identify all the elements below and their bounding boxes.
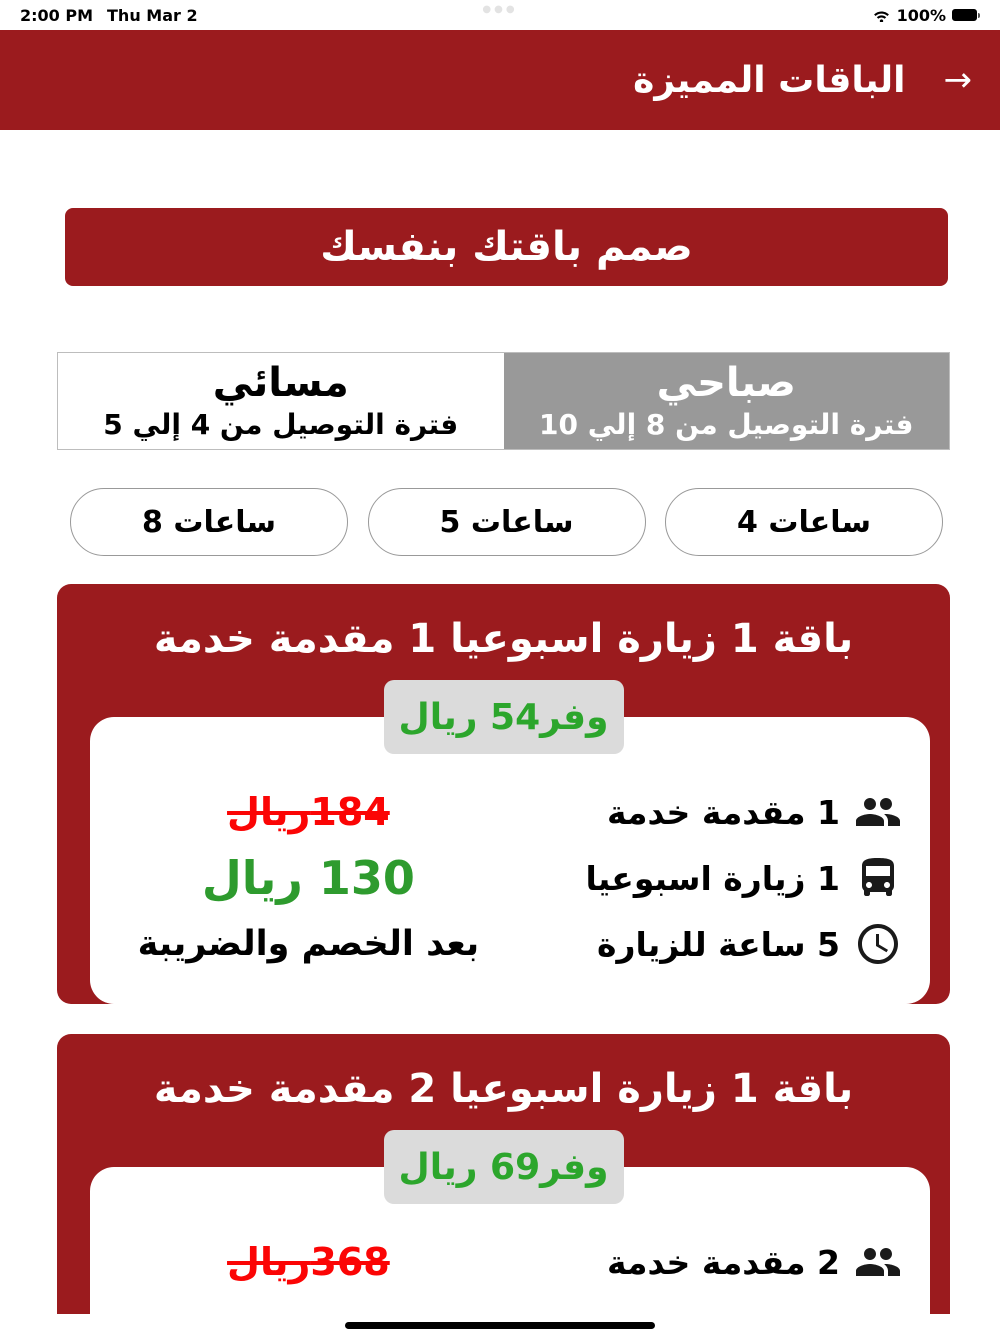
pill-4-hours[interactable]: 4 ساعات <box>665 488 943 556</box>
feature-providers <box>527 1229 902 1295</box>
battery-percent: 100% <box>896 5 946 25</box>
tab-evening-title: مسائي <box>212 359 349 406</box>
pill-5-hours[interactable]: 5 ساعات <box>368 488 646 556</box>
clock-icon <box>854 920 902 968</box>
package-2-title: باقة 1 زيارة اسبوعيا 2 مقدمة خدمة <box>153 1066 854 1112</box>
multitask-dots-icon: ●●● <box>482 4 518 15</box>
status-time: 2:00 PM <box>20 5 94 25</box>
package-card-1[interactable] <box>57 584 950 1004</box>
package-2-features <box>527 1229 930 1334</box>
package-1-details <box>90 717 930 1004</box>
home-indicator[interactable] <box>345 1322 655 1329</box>
tab-morning-title: صباحي <box>656 359 796 406</box>
back-arrow-icon[interactable]: → <box>943 60 972 100</box>
feature-hours-label: 5 ساعة للزيارة <box>596 924 840 964</box>
tab-morning-subtitle: فترة التوصيل من 8 إلي 10 <box>539 407 914 441</box>
package-2-prices <box>90 1229 527 1334</box>
tab-morning-selected[interactable] <box>504 353 950 449</box>
design-package-banner[interactable]: صمم باقتك بنفسك <box>65 208 948 286</box>
package-1-features <box>527 779 930 1004</box>
tab-evening[interactable] <box>58 353 504 449</box>
battery-icon <box>952 9 980 21</box>
visit-duration-pills <box>70 488 943 556</box>
page-title: الباقات المميزة <box>633 59 906 101</box>
status-date: Thu Mar 2 <box>107 5 198 25</box>
people-icon <box>854 1238 902 1286</box>
package-1-prices <box>90 779 527 1004</box>
pill-8-hours[interactable]: 8 ساعات <box>70 488 348 556</box>
package-1-new-price: 130 ريال <box>201 851 415 905</box>
bus-icon <box>854 854 902 902</box>
package-1-save-badge: وفر54 ريال <box>384 680 624 754</box>
package-2-old-price: 368ريال <box>227 1240 390 1284</box>
package-2-save-badge: وفر69 ريال <box>384 1130 624 1204</box>
package-1-title: باقة 1 زيارة اسبوعيا 1 مقدمة خدمة <box>153 616 854 662</box>
feature-providers-label: 1 مقدمة خدمة <box>607 792 840 832</box>
wifi-icon <box>872 8 891 22</box>
package-card-2[interactable] <box>57 1034 950 1314</box>
people-icon <box>854 788 902 836</box>
feature-providers <box>527 779 902 845</box>
feature-providers-label: 2 مقدمة خدمة <box>607 1242 840 1282</box>
feature-hours <box>527 911 902 977</box>
header <box>0 30 1000 130</box>
feature-visits-label: 1 زيارة اسبوعيا <box>585 858 840 898</box>
tab-evening-subtitle: فترة التوصيل من 4 إلي 5 <box>103 407 459 441</box>
package-1-price-note: بعد الخصم والضريبة <box>137 924 480 964</box>
package-1-old-price: 184ريال <box>227 790 390 834</box>
status-bar <box>0 0 1000 30</box>
delivery-period-tabs <box>57 352 950 450</box>
feature-visits <box>527 845 902 911</box>
